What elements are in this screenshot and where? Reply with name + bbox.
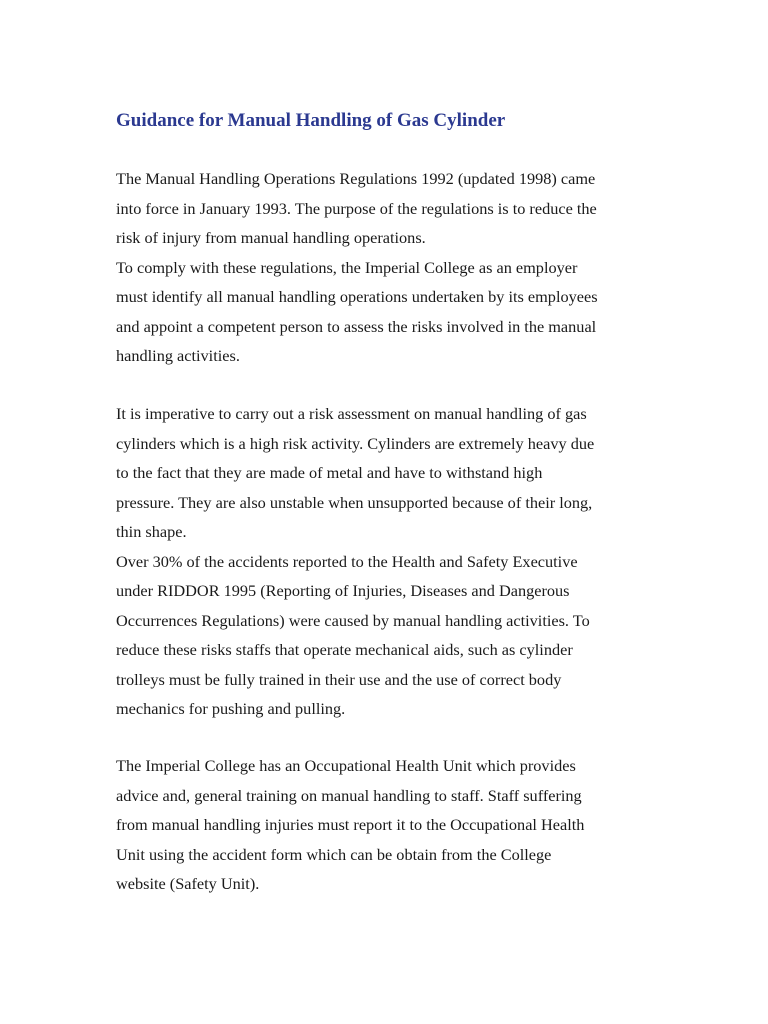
text-line: thin shape. [116, 522, 187, 541]
text-line: Over 30% of the accidents reported to the Health and Safety Executive [116, 551, 578, 571]
text-line: Unit using the accident form which can be obtain from the College [116, 844, 552, 864]
text-line: must identify all manual handling operations undertaken by its employees [116, 287, 598, 306]
text-line: mechanics for pushing and pulling. [116, 699, 346, 718]
text-line: to the fact that they are made of metal and have to withstand high [116, 463, 543, 482]
text-line: pressure. They are also unstable when unsupported because of their long, [116, 492, 593, 512]
text-line: handling activities. [116, 346, 240, 365]
text-line: reduce these risks staffs that operate mechanical aids, such as cylinder [116, 640, 573, 659]
text-line: It is imperative to carry out a risk assessment on manual handling of gas [116, 404, 587, 423]
text-line: To comply with these regulations, the Imperial College as an employer [116, 257, 578, 277]
text-line: trolleys must be fully trained in their use and the use of correct body [116, 669, 562, 689]
text-line: risk of injury from manual handling operations. [116, 228, 426, 247]
text-line: The Manual Handling Operations Regulations 1992 (updated 1998) came [116, 169, 596, 188]
text-line: from manual handling injuries must report it to the Occupational Health [116, 815, 585, 834]
text-line: advice and, general training on manual handling to staff. Staff suffering [116, 785, 582, 805]
text-line: website (Safety Unit). [116, 874, 260, 893]
text-line: The Imperial College has an Occupational Health Unit which provides [116, 756, 576, 775]
document-title: Guidance for Manual Handling of Gas Cylinder [116, 110, 506, 131]
text-line: cylinders which is a high risk activity. Cylinders are extremely heavy due [116, 433, 595, 453]
text-line: Occurrences Regulations) were caused by manual handling activities. To [116, 610, 590, 630]
text-line: into force in January 1993. The purpose of the regulations is to reduce the [116, 198, 597, 218]
paragraph-occupational-health [116, 751, 584, 899]
text-line: under RIDDOR 1995 (Reporting of Injuries, Diseases and Dangerous [116, 581, 570, 600]
paragraph-risk-assessment [116, 399, 594, 724]
paragraph-regulations [116, 164, 598, 371]
text-line: and appoint a competent person to assess the risks involved in the manual [116, 316, 597, 336]
